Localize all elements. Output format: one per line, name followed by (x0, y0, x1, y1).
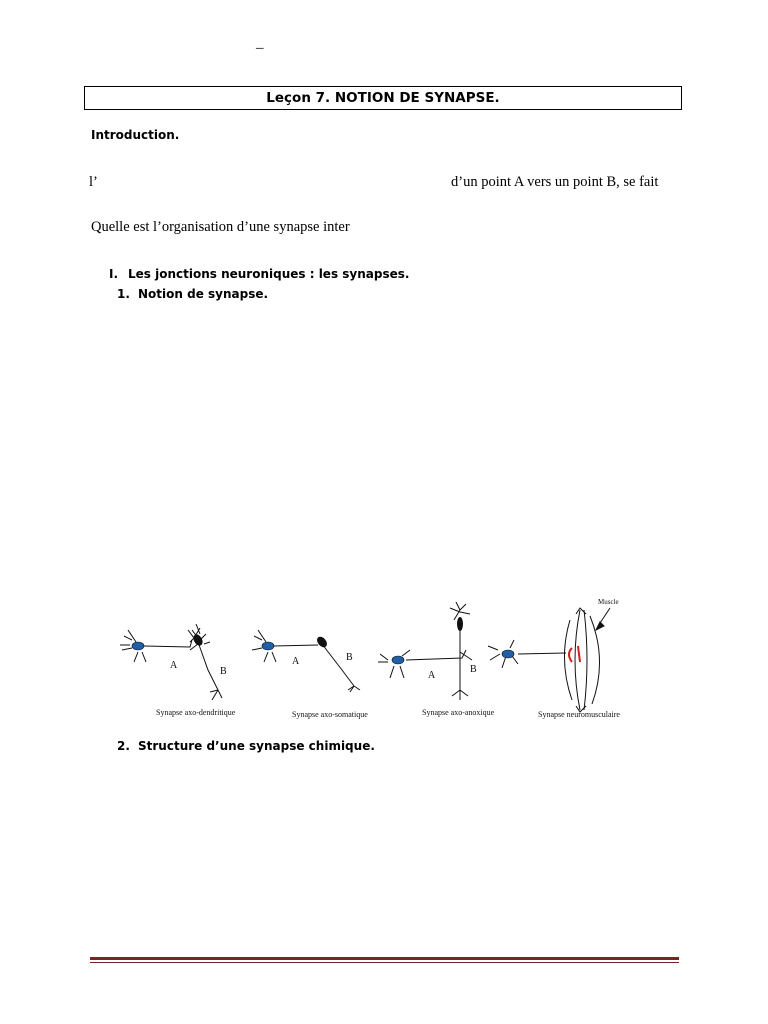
label-a-3: A (428, 670, 436, 681)
neuron-b-2 (322, 644, 360, 692)
caption-axo-anoxique: Synapse axo-anoxique (422, 708, 495, 717)
section-1-2-title: Structure d’une synapse chimique. (138, 739, 375, 753)
soma-b-2 (315, 635, 329, 649)
synapse-types-figure (110, 590, 650, 730)
motor-neuron (488, 640, 566, 668)
section-1-number: I. (109, 267, 119, 281)
label-b-2: B (346, 652, 353, 663)
section-1-heading (109, 267, 409, 281)
label-a-2: A (292, 656, 300, 667)
label-b-3: B (470, 664, 477, 675)
soma-b-3 (457, 617, 463, 631)
intro-line1-end: d’un point A vers un point B, se fait (451, 174, 659, 190)
intro-line1-start: l’ (89, 174, 98, 190)
intro-heading: Introduction. (91, 128, 180, 142)
label-a-1: A (170, 660, 178, 671)
section-1-1-title: Notion de synapse. (138, 287, 269, 301)
neuron-b-3 (450, 602, 472, 700)
soma-a-1 (132, 642, 144, 650)
neuron-b-1 (188, 624, 222, 700)
section-1-title: Les jonctions neuroniques : les synapses. (128, 267, 410, 281)
section-1-1-heading (117, 287, 268, 301)
soma-a-2 (262, 642, 274, 650)
footer-rule-thin (90, 962, 679, 963)
header-dash: – (256, 40, 264, 56)
soma-b-1 (192, 633, 205, 647)
label-muscle: Muscle (598, 598, 619, 606)
lesson-title: Leçon 7. NOTION DE SYNAPSE. (84, 86, 682, 110)
intro-question: Quelle est l’organisation d’une synapse inter (91, 219, 350, 235)
footer-rule-thick (90, 957, 679, 960)
caption-axo-dendritique: Synapse axo-dendritique (156, 708, 236, 717)
section-1-2-number: 2. (117, 739, 130, 753)
soma-motor (502, 650, 514, 658)
soma-a-3 (392, 656, 404, 664)
caption-neuromusculaire: Synapse neuromusculaire (538, 710, 620, 719)
caption-axo-somatique: Synapse axo-somatique (292, 710, 368, 719)
label-b-1: B (220, 666, 227, 677)
section-1-2-heading (117, 739, 375, 753)
neuron-a-1 (120, 630, 192, 662)
section-1-1-number: 1. (117, 287, 130, 301)
neuron-a-3 (378, 650, 466, 678)
